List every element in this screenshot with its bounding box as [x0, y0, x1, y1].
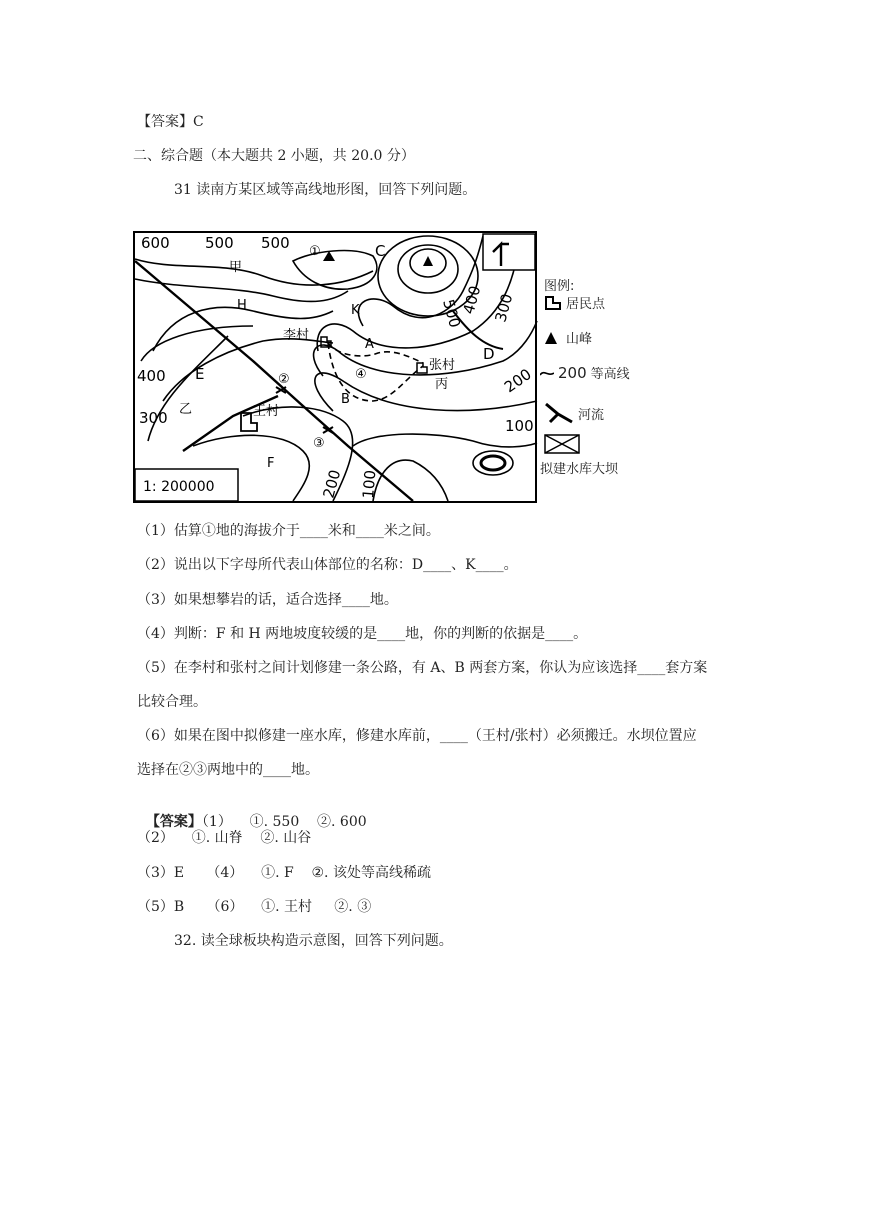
river-icon — [544, 402, 574, 424]
question-31-intro: 31 读南方某区域等高线地形图，回答下列问题。 — [174, 182, 477, 198]
place-label-wangcun: 王村 — [253, 404, 280, 419]
question-5-cont: 比较合理。 — [137, 694, 207, 710]
place-label-H: H — [237, 298, 247, 313]
legend-contour — [540, 363, 630, 382]
place-label-A: A — [365, 337, 374, 352]
answer-1: （1） ①. 550 ②. 600 — [201, 814, 367, 830]
contour-map-svg — [133, 231, 539, 505]
contour-label: 100 — [359, 469, 380, 500]
contour-line-icon — [540, 365, 554, 381]
legend-contour-value: 200 — [558, 363, 587, 382]
place-label-B: B — [341, 392, 350, 407]
place-label-p3: ③ — [313, 436, 325, 451]
legend-peak: 山峰 — [544, 328, 592, 347]
contour-label: 500 — [261, 234, 290, 252]
map-legend — [540, 272, 674, 482]
peak-icon — [544, 330, 562, 346]
question-5: （5）在李村和张村之间计划修建一条公路，有 A、B 两套方案，你认为应该选择____套方案 — [137, 660, 708, 676]
dam-icon — [544, 434, 580, 454]
contour-label: 500 — [439, 297, 464, 330]
contour-label: 300 — [491, 291, 517, 325]
place-label-F: F — [267, 456, 275, 471]
place-label-K: K — [351, 303, 360, 318]
contour-label: 400 — [137, 367, 166, 385]
legend-contour-label: 等高线 — [590, 367, 630, 382]
place-label-C: C — [375, 242, 386, 260]
previous-answer: 【答案】C — [137, 114, 204, 130]
settlement-icon — [544, 295, 562, 311]
question-3: （3）如果想攀岩的话，适合选择____地。 — [137, 592, 398, 608]
legend-settlement: 居民点 — [544, 293, 605, 312]
contour-label: 200 — [319, 467, 345, 501]
question-6: （6）如果在图中拟修建一座水库，修建水库前，____（王村/张村）必须搬迁。水坝位置应 — [137, 728, 697, 744]
question-4: （4）判断：F 和 H 两地坡度较缓的是____地，你的判断的依据是____。 — [137, 626, 588, 642]
contour-label: 200 — [500, 365, 535, 397]
answer-row-1 — [137, 795, 367, 831]
answer-5-6: （5）B （6） ①. 王村 ②. ③ — [137, 899, 372, 915]
place-label-p4: ④ — [355, 367, 367, 382]
legend-river: 河流 — [544, 402, 604, 424]
contour-label: 600 — [141, 234, 170, 252]
question-2: （2）说出以下字母所代表山体部位的名称：D____、K____。 — [137, 557, 518, 573]
question-1: （1）估算①地的海拔介于____米和____米之间。 — [137, 523, 440, 539]
answer-2: （2） ①. 山脊 ②. 山谷 — [137, 830, 312, 846]
legend-dam — [544, 434, 580, 454]
place-label-D: D — [483, 345, 495, 363]
contour-label: 500 — [205, 234, 234, 252]
contour-label: 400 — [459, 283, 485, 317]
answer-3-4: （3）E （4） ①. F ②. 该处等高线稀疏 — [137, 865, 431, 881]
place-label-p2: ② — [278, 372, 290, 387]
north-arrow-box — [483, 234, 535, 270]
place-label-E: E — [195, 365, 205, 383]
section-title: 二、综合题（本大题共 2 小题，共 20.0 分） — [133, 148, 415, 164]
question-6-cont: 选择在②③两地中的____地。 — [137, 762, 319, 778]
contour-label: 100 — [505, 417, 534, 435]
place-label-bing: 丙 — [435, 377, 449, 392]
answer-label: 【答案】 — [145, 814, 202, 830]
scale-label: 1: 200000 — [143, 479, 215, 495]
question-32-intro: 32. 读全球板块构造示意图，回答下列问题。 — [174, 933, 453, 949]
legend-title: 图例: — [544, 279, 575, 294]
place-label-jia: 甲 — [229, 260, 243, 275]
place-label-zhangcun: 张村 — [429, 358, 456, 373]
contour-label: 300 — [139, 409, 168, 427]
contour-map — [133, 231, 539, 505]
legend-dam-label: 拟建水库大坝 — [540, 462, 619, 477]
place-label-licun: 李村 — [283, 328, 310, 343]
place-label-p1: ① — [309, 244, 321, 259]
place-label-yi: 乙 — [179, 402, 193, 417]
